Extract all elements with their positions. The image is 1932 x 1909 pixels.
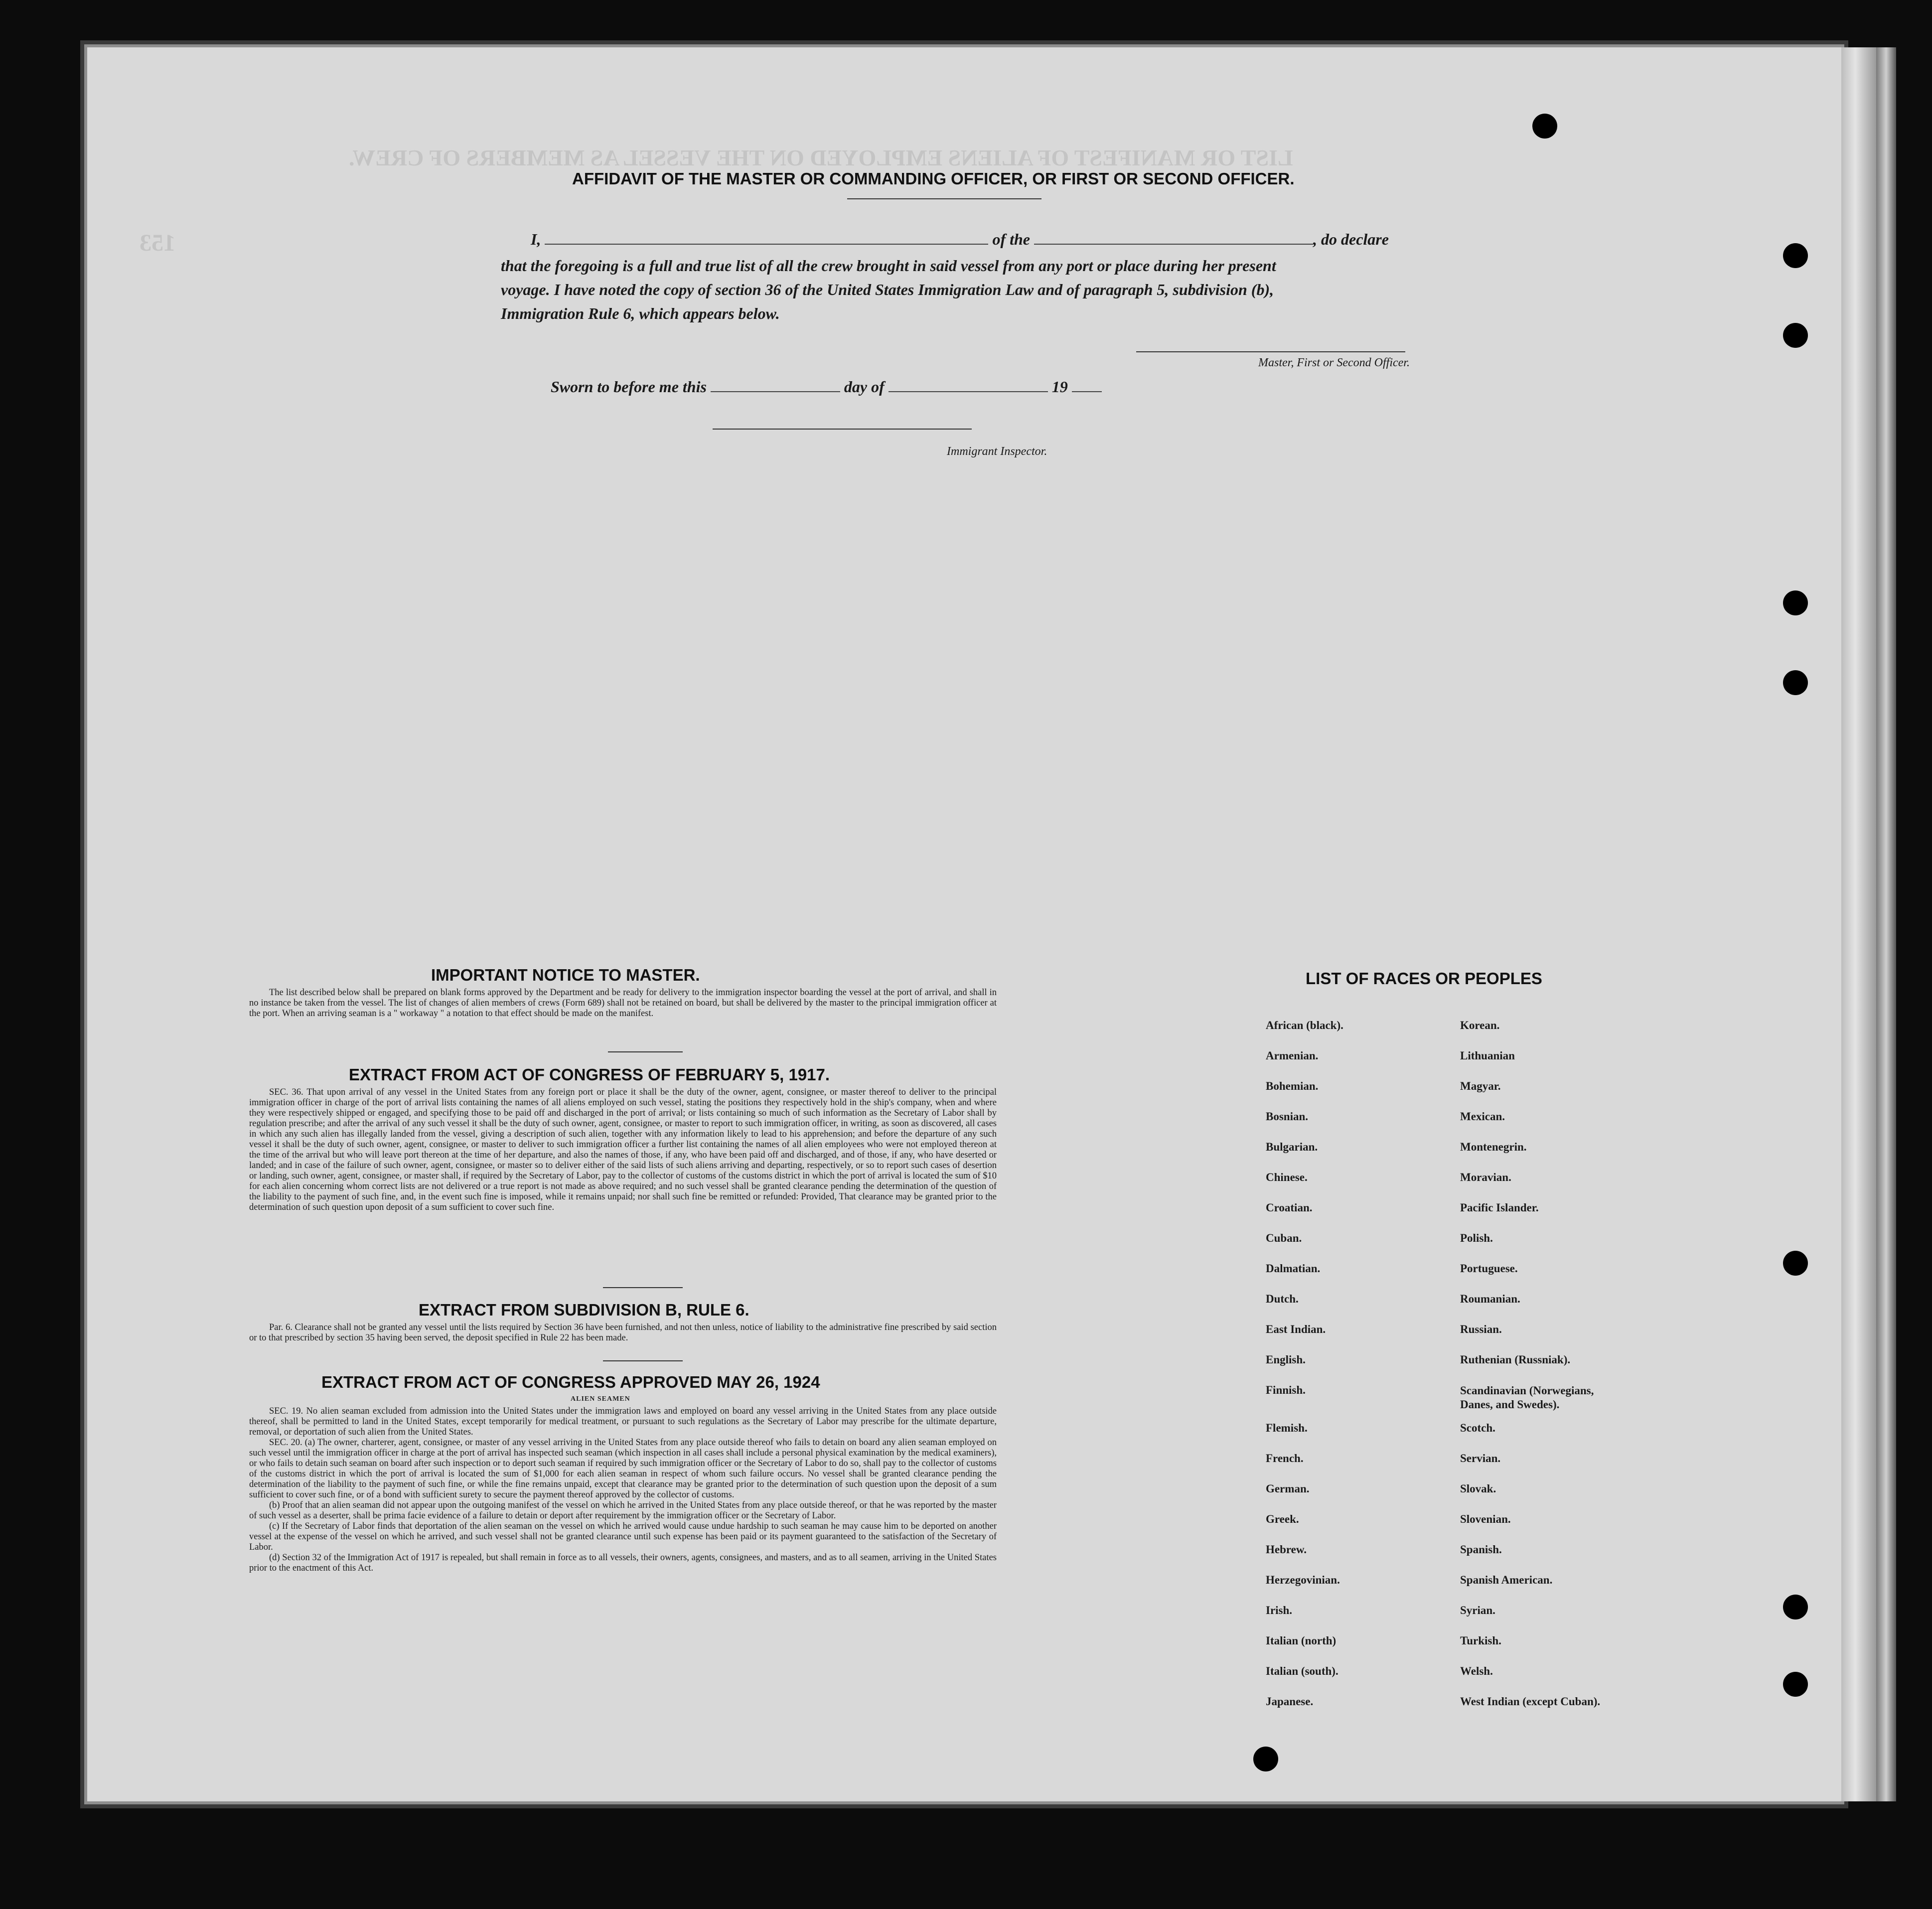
races-title: LIST OF RACES OR PEOPLES: [1306, 969, 1542, 988]
race-item: African (black).: [1266, 1019, 1343, 1031]
race-item: Italian (south).: [1266, 1665, 1338, 1677]
race-item: Servian.: [1460, 1452, 1501, 1465]
race-item: Montenegrin.: [1460, 1141, 1527, 1153]
declaration-of-the: of the: [992, 230, 1030, 248]
race-item: Japanese.: [1266, 1695, 1314, 1708]
race-item: Moravian.: [1460, 1171, 1511, 1183]
race-item: German.: [1266, 1482, 1310, 1495]
race-item: Armenian.: [1266, 1049, 1319, 1062]
sworn-month-field[interactable]: [889, 391, 1048, 392]
declaration-line-2: that the foregoing is a full and true list of all the crew brought in said vessel from any port or place during her present: [501, 257, 1276, 275]
divider: [603, 1360, 683, 1361]
race-item: Greek.: [1266, 1513, 1299, 1525]
race-item: French.: [1266, 1452, 1304, 1465]
punch-hole: [1253, 1747, 1278, 1771]
extract-rule6-title: EXTRACT FROM SUBDIVISION B, RULE 6.: [419, 1301, 749, 1319]
race-item: Slovak.: [1460, 1482, 1496, 1495]
notice-title: IMPORTANT NOTICE TO MASTER.: [431, 966, 700, 984]
race-item: Spanish American.: [1460, 1574, 1553, 1586]
race-item: Portuguese.: [1460, 1262, 1518, 1275]
extract-rule6-paragraph: Par. 6. Clearance shall not be granted any vessel until the lists required by Section 36 have been furnished, and not then unless, notice of liability to the administrative fine prescribed by said section or to that prescribed by section 35 having been served, the deposit specified in Rule 22 has been made.: [249, 1322, 997, 1343]
race-item: Turkish.: [1460, 1634, 1501, 1647]
bleed-through-heading: LIST OR MANIFEST OF ALIENS EMPLOYED ON THE VESSEL AS MEMBERS OF CREW.: [349, 145, 1293, 170]
race-item: Flemish.: [1266, 1422, 1308, 1434]
punch-hole: [1783, 1672, 1808, 1697]
sworn-year-field[interactable]: [1072, 391, 1102, 392]
race-item: Finnish.: [1266, 1384, 1306, 1396]
bleed-through-page-number: 153: [140, 230, 175, 256]
race-item: Magyar.: [1460, 1080, 1501, 1092]
notice-paragraph: The list described below shall be prepared on blank forms approved by the Department and be ready for delivery to the immigration inspector boarding the vessel at the port of arrival, and shall in no instance be taken from the vessel. The list of changes of alien members of crews (Form 689) shall not be retained on board, but shall be delivered by the master to the principal immigration officer at the port. When an arriving seaman is a " workaway " a notation to that effect should be made on the manifest.: [249, 988, 997, 1019]
sworn-prefix: Sworn to before me this: [551, 378, 707, 396]
race-item: English.: [1266, 1353, 1306, 1366]
extract-1917-text: [249, 1087, 997, 1213]
race-item: Irish.: [1266, 1604, 1293, 1616]
declaration-line-4: Immigration Rule 6, which appears below.: [501, 304, 780, 322]
affidavit-title: AFFIDAVIT OF THE MASTER OR COMMANDING OFFICER, OR FIRST OR SECOND OFFICER.: [572, 169, 1295, 188]
extract-1917-title: EXTRACT FROM ACT OF CONGRESS OF FEBRUARY 5, 1917.: [349, 1065, 830, 1084]
race-item: Scandinavian (Norwegians, Danes, and Swedes).: [1460, 1384, 1594, 1411]
extract-1924-title: EXTRACT FROM ACT OF CONGRESS APPROVED MAY 26, 1924: [321, 1373, 820, 1391]
declaration-i: I,: [531, 230, 541, 248]
declaration-line-3: voyage. I have noted the copy of section 36 of the United States Immigration Law and of paragraph 5, subdivision (b),: [501, 281, 1274, 298]
inspector-label: Immigrant Inspector.: [947, 445, 1047, 458]
race-item: Bohemian.: [1266, 1080, 1319, 1092]
race-item: Pacific Islander.: [1460, 1201, 1539, 1214]
race-item: East Indian.: [1266, 1323, 1326, 1335]
race-item: Bulgarian.: [1266, 1141, 1318, 1153]
punch-hole: [1783, 323, 1808, 348]
page-edge-right: [1841, 47, 1876, 1801]
sworn-line: [551, 378, 1102, 396]
race-item: Spanish.: [1460, 1543, 1502, 1556]
declaration-declare: , do declare: [1313, 230, 1389, 248]
divider: [847, 198, 1041, 199]
punch-hole: [1532, 114, 1557, 139]
vessel-field[interactable]: [1034, 244, 1313, 245]
notice-text: [249, 988, 997, 1019]
master-signature-line[interactable]: [1136, 351, 1405, 352]
race-item: Lithuanian: [1460, 1049, 1515, 1062]
sworn-day-of: day of: [844, 378, 885, 396]
race-item: Chinese.: [1266, 1171, 1308, 1183]
sec-20c-paragraph: (c) If the Secretary of Labor finds that deportation of the alien seaman on the vessel on which he arrived would cause undue hardship to such seaman he may cause him to be deported on another vessel at the expense of the vessel on which he arrived, and such vessel shall not be granted clearance until such expense has been paid or its payment guaranteed to the satisfaction of the Secretary of Labor.: [249, 1521, 997, 1552]
race-item: Croatian.: [1266, 1201, 1313, 1214]
race-item: Scotch.: [1460, 1422, 1495, 1434]
punch-hole: [1783, 1251, 1808, 1276]
inspector-signature-line[interactable]: [713, 429, 972, 430]
race-item: Italian (north): [1266, 1634, 1337, 1647]
extract-1924-text: [249, 1406, 997, 1574]
race-item: Korean.: [1460, 1019, 1500, 1031]
page-edge-stack: [1876, 47, 1896, 1801]
race-item: Welsh.: [1460, 1665, 1493, 1677]
race-item: Cuban.: [1266, 1232, 1302, 1244]
race-item: Herzegovinian.: [1266, 1574, 1340, 1586]
punch-hole: [1783, 1595, 1808, 1619]
race-item: Hebrew.: [1266, 1543, 1307, 1556]
extract-1924-subtitle: ALIEN SEAMEN: [571, 1395, 630, 1403]
master-signature-label: Master, First or Second Officer.: [1258, 356, 1410, 369]
race-item: Dutch.: [1266, 1293, 1299, 1305]
race-item: Syrian.: [1460, 1604, 1495, 1616]
punch-hole: [1783, 590, 1808, 615]
race-item: Ruthenian (Russniak).: [1460, 1353, 1571, 1366]
divider: [603, 1287, 683, 1288]
sworn-year: 19: [1051, 378, 1068, 396]
divider: [608, 1051, 683, 1052]
race-item: West Indian (except Cuban).: [1460, 1695, 1601, 1708]
sworn-day-field[interactable]: [711, 391, 840, 392]
sec-20a-paragraph: SEC. 20. (a) The owner, charterer, agent, consignee, or master of any vessel arriving in the United States from any place outside thereof who fails to detain on board any alien seaman employed on such vessel until the immigration officer in charge at the port of arrival has inspected such seaman (which inspection in all cases shall include a personal physical examination by the medical examiners), or who fails to detain such seaman on board after such inspection or to deport such seaman if required by such immigration officer or the Secretary of Labor to do so, shall pay to the collector of customs of the customs district in which the port of arrival is located the sum of $1,000 for each alien seaman in respect of whom such failure occurs. No vessel shall be granted clearance pending the determination of the liability to the payment of such fine, or while the fine remains unpaid, except that clearance may be granted prior to the determination of such question upon the deposit of a sum sufficient to cover such fine, or of a bond with sufficient surety to secure the payment thereof approved by the collector of customs.: [249, 1438, 997, 1500]
race-item: Dalmatian.: [1266, 1262, 1321, 1275]
extract-1917-paragraph: SEC. 36. That upon arrival of any vessel in the United States from any foreign port or place it shall be the duty of the owner, agent, consignee, or master thereof to deliver to the principal immigration officer in charge of the port of arrival lists containing the names of all aliens employed on such vessel, stating the positions they respectively hold in the ship's company, when and where they were respectively shipped or engaged, and specifying those to be paid off and discharged in the port of arrival; or lists containing so much of such information as the Secretary of Labor shall by regulation prescribe; and after the arrival of any such vessel it shall be the duty of such owner, agent, consignee, or master to report to such immigration officer, in writing, as soon as discovered, all cases in which any such alien has illegally landed from the vessel, giving a description of such alien, together with any information likely to lead to his apprehension; and before the departure of any such vessel it shall be the duty of such owner, agent, consignee, or master to deliver to such immigration officer a further list containing the names of all alien employees who were not employed thereon at the time of the arrival but who will leave port thereon at the time of her departure, and also the names of those, if any, who have been paid off and discharged, and of those, if any, who have deserted or landed; and in case of the failure of such owner, agent, consignee, or master so to deliver either of the said lists of such aliens arriving and departing, respectively, or so to report such cases of desertion or landing, such owner, agent, consignee, or master shall, if required by the Secretary of Labor, pay to the collector of customs of the customs district in which the port of arrival is located the sum of $10 for each alien concerning whom correct lists are not delivered or a true report is not made as above required; and no such vessel shall be granted clearance pending the determination of the question of the liability to the payment of such fine, and, in the event such fine is imposed, while it remains unpaid; nor shall such fine be remitted or refunded: Provided, That clearance may be granted prior to the determination of such question upon deposit of a sum sufficient to cover such fine.: [249, 1087, 997, 1212]
race-item: Bosnian.: [1266, 1110, 1309, 1123]
name-field[interactable]: [545, 244, 988, 245]
sec-20d-paragraph: (d) Section 32 of the Immigration Act of 1917 is repealed, but shall remain in force as to all vessels, their owners, agents, consignees, and masters, and as to all seamen, arriving in the United States prior to the enactment of this Act.: [249, 1553, 997, 1573]
race-item: Slovenian.: [1460, 1513, 1511, 1525]
sec-20b-paragraph: (b) Proof that an alien seaman did not appear upon the outgoing manifest of the vessel on which he arrived in the United States from any place outside thereof, or that he was reported by the master of such vessel as a deserter, shall be prima facie evidence of a failure to detain or deport after requirement by the immigration officer or the Secretary of Labor.: [249, 1500, 997, 1521]
race-item: Roumanian.: [1460, 1293, 1520, 1305]
punch-hole: [1783, 243, 1808, 268]
declaration-line-1: [531, 230, 1389, 249]
punch-hole: [1783, 670, 1808, 695]
race-item: Mexican.: [1460, 1110, 1505, 1123]
extract-rule6-text: [249, 1322, 997, 1343]
race-item: Polish.: [1460, 1232, 1493, 1244]
sec-19-paragraph: SEC. 19. No alien seaman excluded from admission into the United States under the immigration laws and employed on board any vessel arriving in the United States from any place outside thereof, shall be permitted to land in the United States, except temporarily for medical treatment, or pursuant to such regulations as the Secretary of Labor may prescribe for the ultimate departure, removal, or deportation of such alien from the United States.: [249, 1406, 997, 1437]
race-item: Russian.: [1460, 1323, 1502, 1335]
